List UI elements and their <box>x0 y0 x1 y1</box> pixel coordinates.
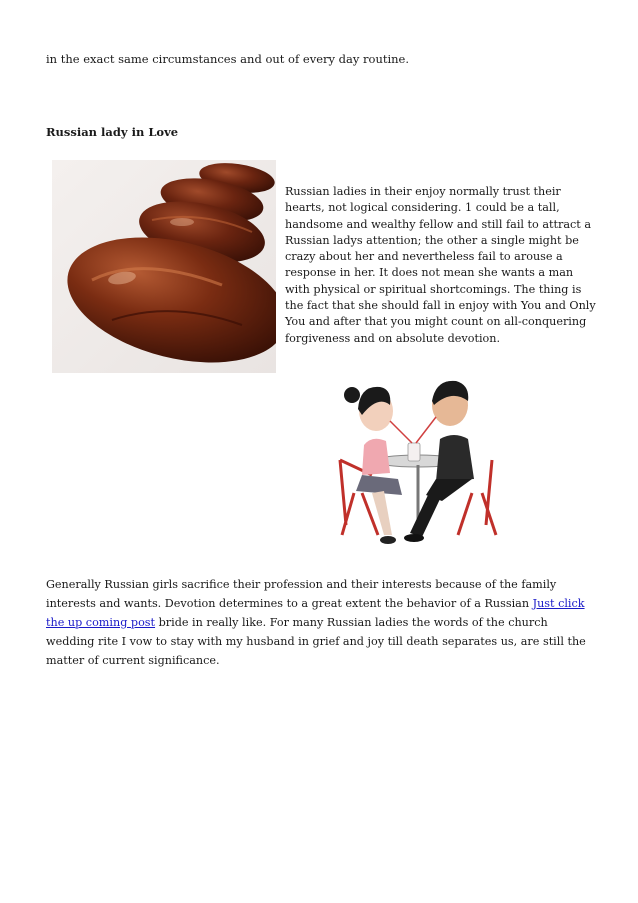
section-heading: Russian lady in Love <box>46 125 179 139</box>
bottom-paragraph <box>46 575 594 670</box>
side-paragraph: Russian ladies in their enjoy normally trust their hearts, not logical considering. 1 could be a tall, handsome and wealthy fellow and still fail to attract a Russian ladys attention; the other a single might be crazy about her and nevertheless fail to arouse a response in her. It does not mean she wants a man with physical or spiritual shortcomings. The thing is the fact that she should fall in enjoy with You and Only You and after that you might count on all-conquering forgiveness and on absolute devotion. <box>285 185 596 345</box>
couple-illustration <box>332 375 500 565</box>
up-coming-post-link[interactable]: Just click the up coming post <box>46 597 585 629</box>
bottom-paragraph-text-2: bride in really like. For many Russian ladies the words of the church wedding rite I vow to stay with my husband in grief and joy till death separates us, are still the matter of current significance. <box>46 616 586 667</box>
bottom-paragraph-text-1: Generally Russian girls sacrifice their profession and their interests because of the family interests and wants. Devotion determines to a great extent the behavior of a Russian <box>46 578 557 610</box>
intro-line: in the exact same circumstances and out of every day routine. <box>46 52 410 66</box>
dates-photo <box>52 160 276 373</box>
